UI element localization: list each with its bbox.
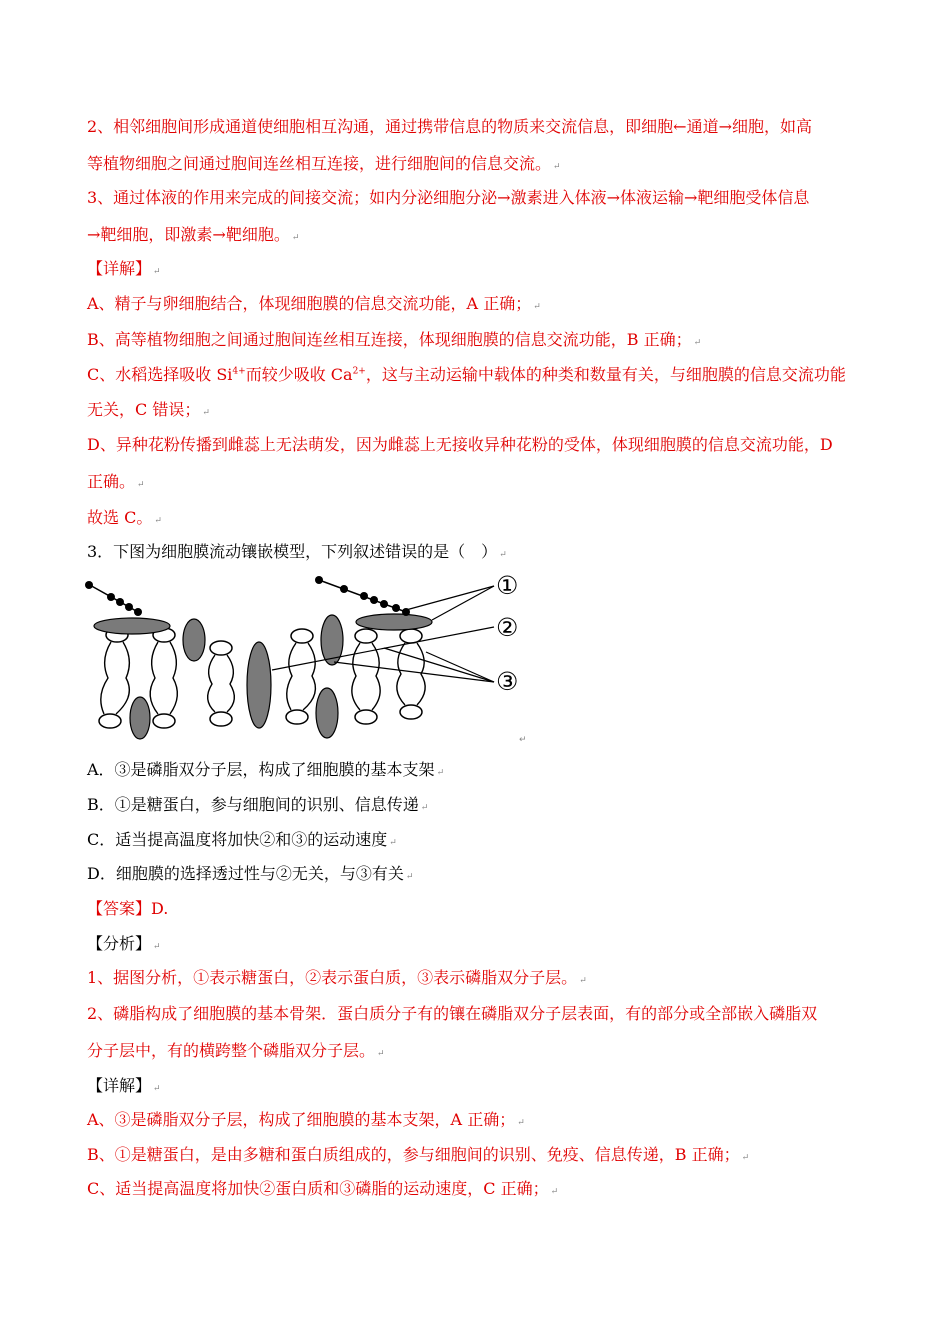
paragraph-mark: ↵: [741, 1153, 750, 1163]
text-run: 【详解】: [87, 1076, 152, 1095]
text-run: 故选 C。: [87, 508, 153, 527]
text-line: [87, 329, 877, 354]
label-3: ③: [496, 667, 519, 696]
paragraph-mark: ↵: [533, 302, 541, 312]
text-line: [87, 507, 877, 532]
text-line: [87, 364, 877, 386]
protein-peripheral: [183, 619, 205, 661]
text-run: A、精子与卵细胞结合，体现细胞膜的信息交流功能，A 正确；: [87, 294, 532, 313]
text-run: 分子层中，有的横跨整个磷脂双分子层。: [87, 1041, 376, 1060]
text-run: 无关，C 错误；: [87, 400, 201, 419]
phospholipid-head: [400, 705, 422, 719]
text-line: [87, 224, 877, 249]
text-run: 2、磷脂构成了细胞膜的基本骨架．蛋白质分子有的镶在磷脂双分子层表面，有的部分或全部嵌入磷脂双: [87, 1004, 818, 1023]
phospholipid-head: [355, 629, 377, 643]
paragraph-mark: ↵: [377, 1049, 385, 1059]
paragraph-mark: ↵: [137, 480, 145, 490]
cell-membrane-figure: [84, 570, 534, 745]
paragraph-mark: ↵: [405, 872, 414, 882]
text-line: [87, 829, 877, 854]
text-run: A．③是磷脂双分子层，构成了细胞膜的基本支架: [87, 760, 435, 779]
text-run: 等植物细胞之间通过胞间连丝相互连接，进行细胞间的信息交流。: [87, 154, 552, 173]
text-line: [87, 293, 877, 318]
paragraph-mark: ↵: [553, 162, 561, 172]
text-line: [87, 1178, 877, 1203]
superscript-charge: 2+: [352, 366, 366, 377]
text-line: [87, 933, 877, 958]
text-run: D．细胞膜的选择透过性与②无关，与③有关: [87, 864, 404, 883]
text-line: [87, 399, 877, 424]
paragraph-mark: ↵: [579, 976, 587, 986]
sugar-chains: [85, 576, 410, 616]
text-line: [87, 1003, 877, 1025]
protein-embedded: [130, 697, 150, 739]
phospholipid-head: [99, 714, 121, 728]
protein-embedded: [316, 688, 338, 738]
text-run: 2、相邻细胞间形成通道使细胞相互沟通，通过携带信息的物质来交流信息，即细胞←通道→细胞，如高: [87, 117, 812, 136]
phospholipid-head: [210, 712, 232, 726]
text-line: [87, 434, 877, 456]
protein-peripheral: [321, 615, 343, 665]
paragraph-mark: ↵: [389, 838, 397, 848]
text-line: [87, 967, 877, 992]
text-line: [87, 116, 877, 138]
text-run: 【答案】D.: [87, 899, 169, 918]
text-run: 正确。: [87, 472, 136, 491]
proteins: [94, 614, 432, 739]
paragraph-mark: ↵: [154, 516, 162, 526]
text-line: [87, 153, 877, 178]
glycoprotein-top-left: [94, 618, 170, 634]
text-run: 1、据图分析，①表示糖蛋白，②表示蛋白质，③表示磷脂双分子层。: [87, 968, 578, 987]
text-line: [87, 258, 877, 283]
paragraph-mark: ↵: [519, 735, 527, 745]
paragraph-mark: ↵: [153, 1084, 161, 1094]
glycoprotein-top-right: [356, 614, 432, 630]
text-line: [87, 1109, 877, 1134]
text-line: [87, 898, 877, 920]
phospholipid-head: [286, 710, 308, 724]
paragraph-mark: ↵: [202, 408, 210, 418]
text-run: 而较少吸收 Ca: [245, 365, 353, 384]
paragraph-mark: ↵: [550, 1187, 559, 1197]
text-run: A、③是磷脂双分子层，构成了细胞膜的基本支架，A 正确；: [87, 1110, 516, 1129]
text-run: D、异种花粉传播到雌蕊上无法萌发，因为雌蕊上无接收异种花粉的受体，体现细胞膜的信息交流功能，D: [87, 435, 833, 454]
text-line: [87, 863, 877, 888]
phospholipid-head: [291, 629, 313, 643]
paragraph-mark: ↵: [436, 768, 445, 778]
text-run: C、适当提高温度将加快②蛋白质和③磷脂的运动速度，C 正确；: [87, 1179, 549, 1198]
text-run: 3．下图为细胞膜流动镶嵌模型，下列叙述错误的是（ ）: [87, 542, 498, 561]
label-2: ②: [496, 613, 519, 642]
text-line: [87, 1144, 877, 1169]
text-run: 3、通过体液的作用来完成的间接交流；如内分泌细胞分泌→激素进入体液→体液运输→靶细胞受体信息: [87, 188, 810, 207]
text-run: B、高等植物细胞之间通过胞间连丝相互连接，体现细胞膜的信息交流功能，B 正确；: [87, 330, 692, 349]
phospholipid-head: [153, 714, 175, 728]
text-run: B．①是糖蛋白，参与细胞间的识别、信息传递: [87, 795, 419, 814]
paragraph-mark: ↵: [153, 267, 161, 277]
phospholipid-head: [355, 710, 377, 724]
text-run: ，这与主动运输中载体的种类和数量有关，与细胞膜的信息交流功能: [365, 365, 846, 384]
paragraph-mark: ↵: [420, 803, 429, 813]
paragraph-mark: ↵: [291, 233, 300, 243]
protein-transmembrane: [247, 642, 271, 728]
paragraph-mark: ↵: [499, 550, 507, 560]
text-line: [87, 1040, 877, 1065]
text-run: C、水稻选择吸收 Si: [87, 365, 233, 384]
paragraph-mark: ↵: [517, 1118, 525, 1128]
paragraph-mark: ↵: [153, 942, 161, 952]
text-run: C．适当提高温度将加快②和③的运动速度: [87, 830, 388, 849]
text-line: [87, 541, 877, 566]
superscript-charge: 4+: [232, 366, 246, 377]
text-run: 【详解】: [87, 259, 152, 278]
text-line: [87, 794, 877, 819]
text-line: [87, 759, 877, 784]
text-run: →靶细胞，即激素→靶细胞。: [87, 225, 290, 244]
phospholipid-head: [210, 641, 232, 655]
text-run: B、①是糖蛋白，是由多糖和蛋白质组成的，参与细胞间的识别、免疫、信息传递，B 正确；: [87, 1145, 740, 1164]
label-1: ①: [496, 571, 519, 600]
phospholipid-head: [400, 629, 422, 643]
text-line: [87, 187, 877, 209]
paragraph-mark: ↵: [693, 338, 702, 348]
text-line: [87, 471, 877, 496]
text-line: [87, 1075, 877, 1100]
text-run: 【分析】: [87, 934, 152, 953]
